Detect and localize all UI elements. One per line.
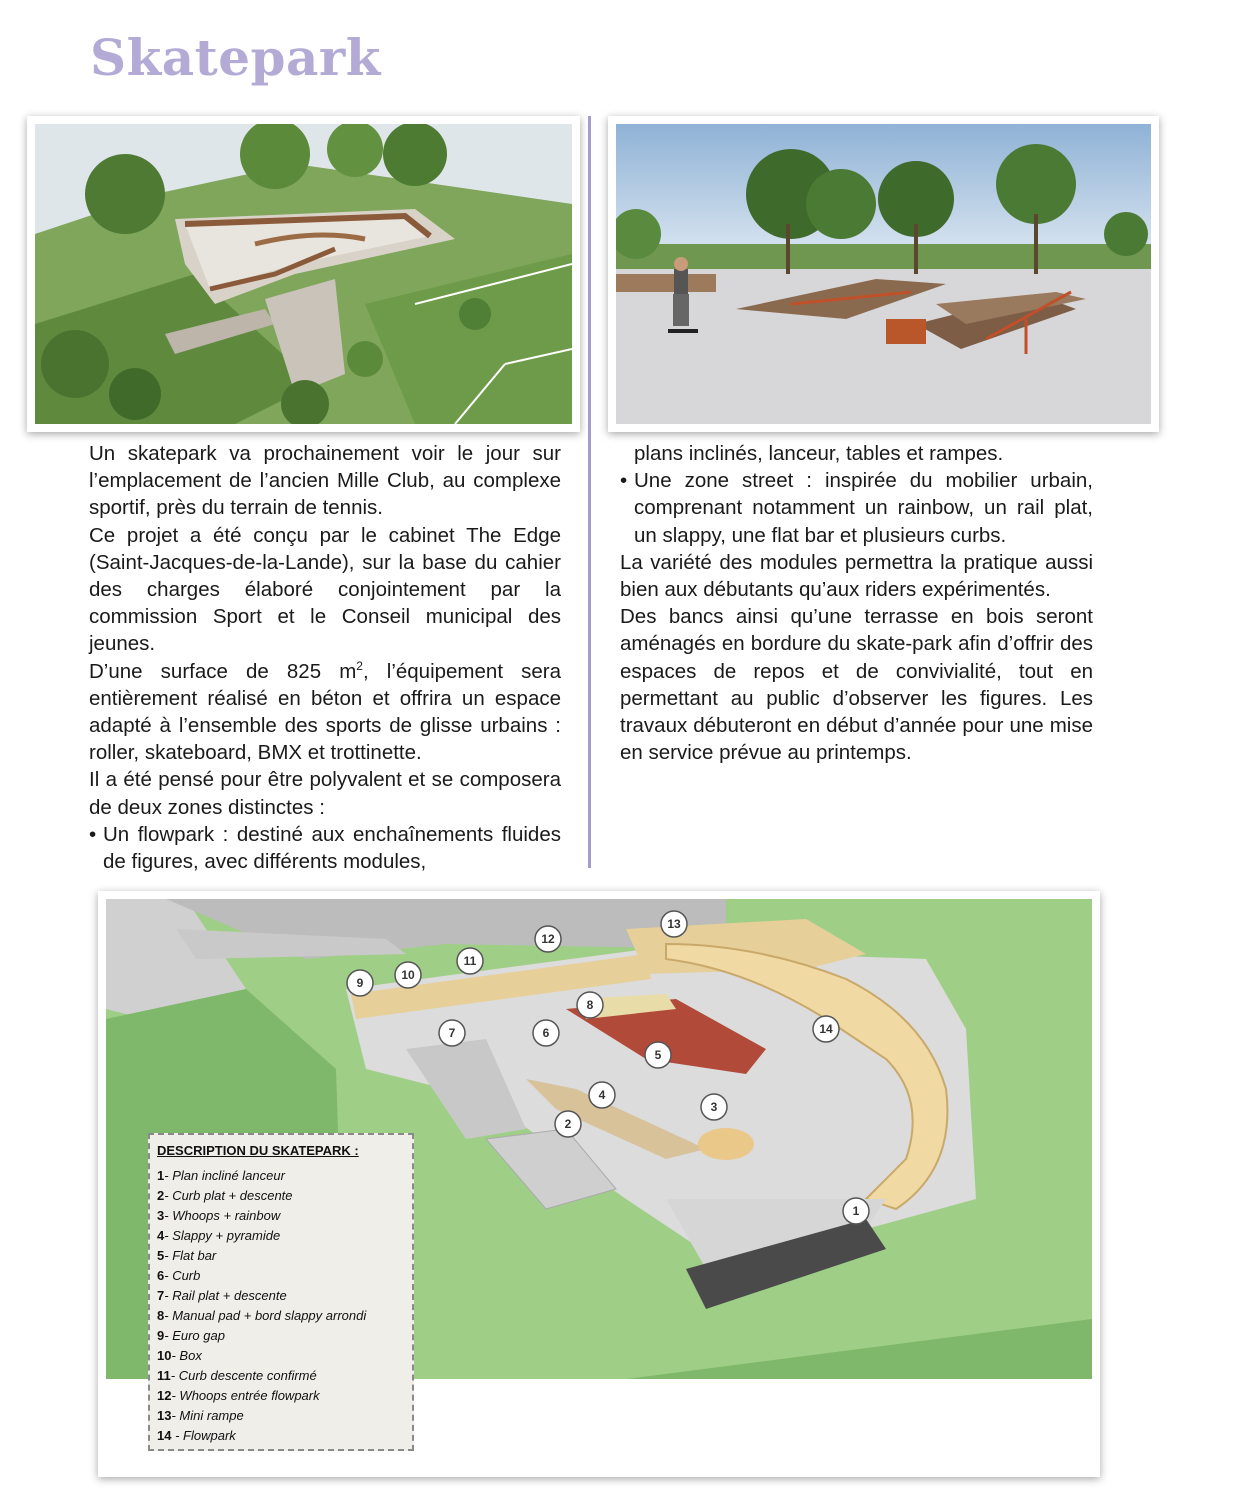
legend-num: 12 xyxy=(157,1388,172,1403)
marker-2: 2 xyxy=(564,1117,572,1131)
marker-14: 14 xyxy=(819,1022,833,1036)
legend-num: 2 xyxy=(157,1188,165,1203)
aerial-render-image xyxy=(35,124,572,424)
bullet-flowpark-continued: plans inclinés, lanceur, tables et rampes. xyxy=(634,442,1004,465)
marker-5: 5 xyxy=(654,1048,662,1062)
legend-label: Mini rampe xyxy=(179,1408,244,1423)
legend-num: 8 xyxy=(157,1308,165,1323)
legend-item: 8- Manual pad + bord slappy arrondi xyxy=(157,1308,367,1323)
legend-label: Whoops + rainbow xyxy=(172,1208,281,1223)
legend-num: 4 xyxy=(157,1228,165,1243)
column-divider xyxy=(588,116,591,868)
paragraph-intro: Un skatepark va prochainement voir le jour sur l’emplacement de l’ancien Mille Club, au complexe sportif, près du terrain de tennis. xyxy=(89,442,561,520)
legend-title: DESCRIPTION DU SKATEPARK : xyxy=(157,1143,359,1158)
bullet-flowpark-text: Un flowpark : destiné aux enchaînements fluides de figures, avec différents modules, xyxy=(103,822,561,874)
legend-label: Whoops entrée flowpark xyxy=(179,1388,320,1403)
page-title: Skatepark xyxy=(90,28,381,87)
legend-item: 3- Whoops + rainbow xyxy=(157,1208,281,1223)
marker-8: 8 xyxy=(586,998,594,1012)
paragraph-surface xyxy=(89,658,561,767)
legend-item: 2- Curb plat + descente xyxy=(157,1188,293,1203)
legend-num: 14 xyxy=(157,1428,172,1443)
legend-num: 11 xyxy=(157,1368,171,1383)
marker-4: 4 xyxy=(598,1088,606,1102)
marker-3: 3 xyxy=(710,1100,718,1114)
legend-item: 4- Slappy + pyramide xyxy=(157,1228,281,1243)
marker-10: 10 xyxy=(401,968,415,982)
paragraph-variety: La variété des modules permettra la pratique aussi bien aux débutants qu’aux riders expérimentés. xyxy=(620,550,1093,602)
marker-9: 9 xyxy=(356,976,364,990)
bullet-street-text: Une zone street : inspirée du mobilier urbain, comprenant notamment un rainbow, un rail plat, un slappy, une flat bar et plusieurs curbs. xyxy=(634,469,1093,547)
legend-label: Slappy + pyramide xyxy=(172,1228,281,1243)
legend-item: 12- Whoops entrée flowpark xyxy=(157,1388,320,1403)
legend-list xyxy=(157,1166,406,1446)
legend-item: 14 - Flowpark xyxy=(157,1428,236,1443)
legend-label: Manual pad + bord slappy arrondi xyxy=(172,1308,367,1323)
legend-item: 13- Mini rampe xyxy=(157,1408,244,1423)
legend-num: 1 xyxy=(157,1168,165,1183)
legend-item: 11- Curb descente confirmé xyxy=(157,1368,317,1383)
legend-num: 5 xyxy=(157,1248,165,1263)
skatepark-legend xyxy=(148,1133,414,1451)
legend-num: 3 xyxy=(157,1208,165,1223)
legend-num: 10 xyxy=(157,1348,172,1363)
legend-item: 1- Plan incliné lanceur xyxy=(157,1168,285,1183)
marker-13: 13 xyxy=(667,917,681,931)
legend-label: Euro gap xyxy=(172,1328,225,1343)
legend-label: Flowpark xyxy=(183,1428,236,1443)
legend-label: Curb plat + descente xyxy=(172,1188,293,1203)
legend-num: 6 xyxy=(157,1268,165,1283)
left-text-column xyxy=(89,440,561,875)
right-text-column xyxy=(620,440,1093,766)
bullet-flowpark xyxy=(89,821,561,875)
bullet-dot: • xyxy=(89,822,97,846)
legend-label: Rail plat + descente xyxy=(172,1288,287,1303)
aerial-render-photo xyxy=(27,116,580,432)
legend-label: Curb xyxy=(172,1268,201,1283)
legend-label: Box xyxy=(179,1348,202,1363)
bullet-street xyxy=(620,467,1093,549)
surface-text-end: , l’équipement sera entièrement réalisé en béton et offrira un espace adapté à l’ensemble des sports de glisse urbains : roller, skateboard, BMX et trottinette. xyxy=(89,659,561,765)
bullet-dot: • xyxy=(620,469,628,493)
street-render-image xyxy=(616,124,1151,424)
marker-7: 7 xyxy=(448,1026,456,1040)
legend-num: 7 xyxy=(157,1288,165,1303)
surface-superscript: 2 xyxy=(356,658,363,673)
legend-item: 5- Flat bar xyxy=(157,1248,217,1263)
paragraph-benches: Des bancs ainsi qu’une terrasse en bois seront aménagés en bordure du skate-park afin d’offrir des espaces de repos et de convivialité, tout en permettant au public d’observer les figures. Les travaux débuteront en début d’année pour une mise en service prévue au printemps. xyxy=(620,605,1093,765)
street-render-photo xyxy=(608,116,1159,432)
legend-num: 13 xyxy=(157,1408,172,1423)
legend-label: Plan incliné lanceur xyxy=(172,1168,285,1183)
marker-6: 6 xyxy=(542,1026,550,1040)
legend-item: 10- Box xyxy=(157,1348,202,1363)
legend-item: 7- Rail plat + descente xyxy=(157,1288,287,1303)
legend-label: Curb descente confirmé xyxy=(178,1368,317,1383)
marker-12: 12 xyxy=(541,932,555,946)
legend-item: 9- Euro gap xyxy=(157,1328,225,1343)
legend-item: 6- Curb xyxy=(157,1268,201,1283)
marker-11: 11 xyxy=(463,954,477,968)
marker-1: 1 xyxy=(852,1204,860,1218)
paragraph-design: Ce projet a été conçu par le cabinet The Edge (Saint-Jacques-de-la-Lande), sur la base du cahier des charges élaboré conjointement par la commission Sport et le Conseil municipal des jeunes. xyxy=(89,523,561,656)
legend-label: Flat bar xyxy=(172,1248,217,1263)
legend-num: 9 xyxy=(157,1328,165,1343)
surface-text-start: D’une surface de 825 m xyxy=(89,659,357,683)
paragraph-zones: Il a été pensé pour être polyvalent et se composera de deux zones distinctes : xyxy=(89,768,561,819)
